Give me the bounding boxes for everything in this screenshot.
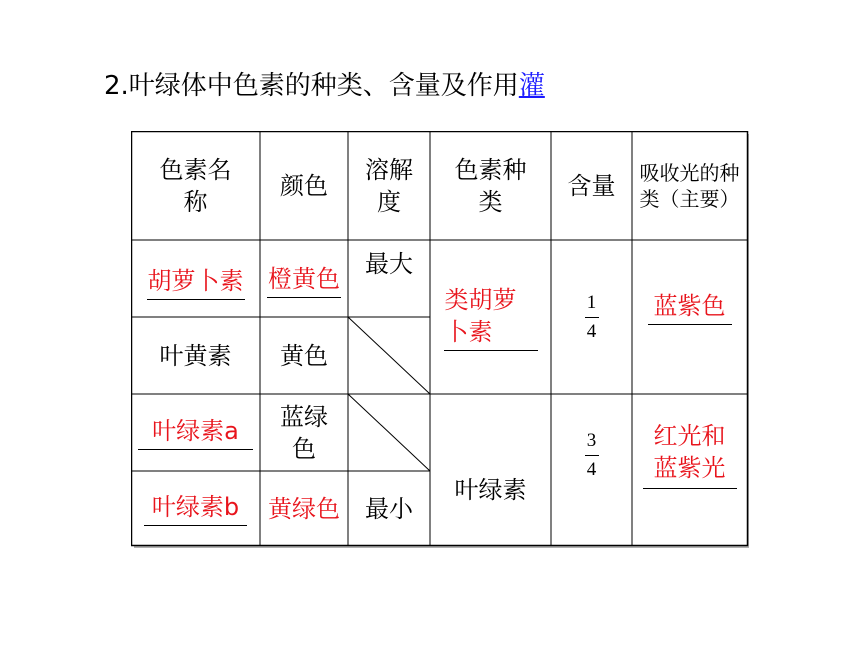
header-content: 含量	[567, 171, 616, 200]
row1-solubility: 最大	[365, 250, 413, 278]
row4-solubility: 最小	[365, 494, 413, 523]
group1-type: 类胡萝卜素	[430, 240, 551, 394]
pigment-table	[131, 131, 749, 548]
row1-name: 胡萝卜素	[131, 240, 260, 317]
header-solubility: 溶解度	[365, 155, 413, 216]
group1-content	[551, 240, 632, 394]
group1-absorb: 蓝紫色	[632, 240, 747, 394]
group2-type: 叶绿素	[454, 476, 527, 504]
group2-content	[551, 394, 632, 546]
group2-fraction: $\frac{3}{4}$	[585, 430, 599, 481]
row3-color: 蓝绿色	[280, 402, 328, 463]
row4-color: 黄绿色	[268, 494, 340, 523]
group2-absorb: 红光和蓝紫光	[632, 394, 747, 546]
header-name: 色素名称	[159, 155, 232, 216]
title-link[interactable]: 灌	[518, 71, 545, 101]
header-type: 色素种类	[454, 155, 527, 216]
header-color: 颜色	[280, 171, 328, 200]
row1-color: 橙黄色	[260, 240, 348, 317]
group1-fraction: $\frac{1}{4}$	[585, 292, 599, 343]
header-absorb: 吸收光的种类（主要）	[639, 160, 740, 211]
title-text: 2.叶绿体中色素的种类、含量及作用	[104, 71, 519, 101]
row3-name: 叶绿素a	[131, 394, 260, 471]
row4-name: 叶绿素b	[131, 471, 260, 546]
row2-color: 黄色	[280, 341, 328, 370]
page-title	[104, 68, 545, 104]
row2-name: 叶黄素	[159, 341, 232, 370]
